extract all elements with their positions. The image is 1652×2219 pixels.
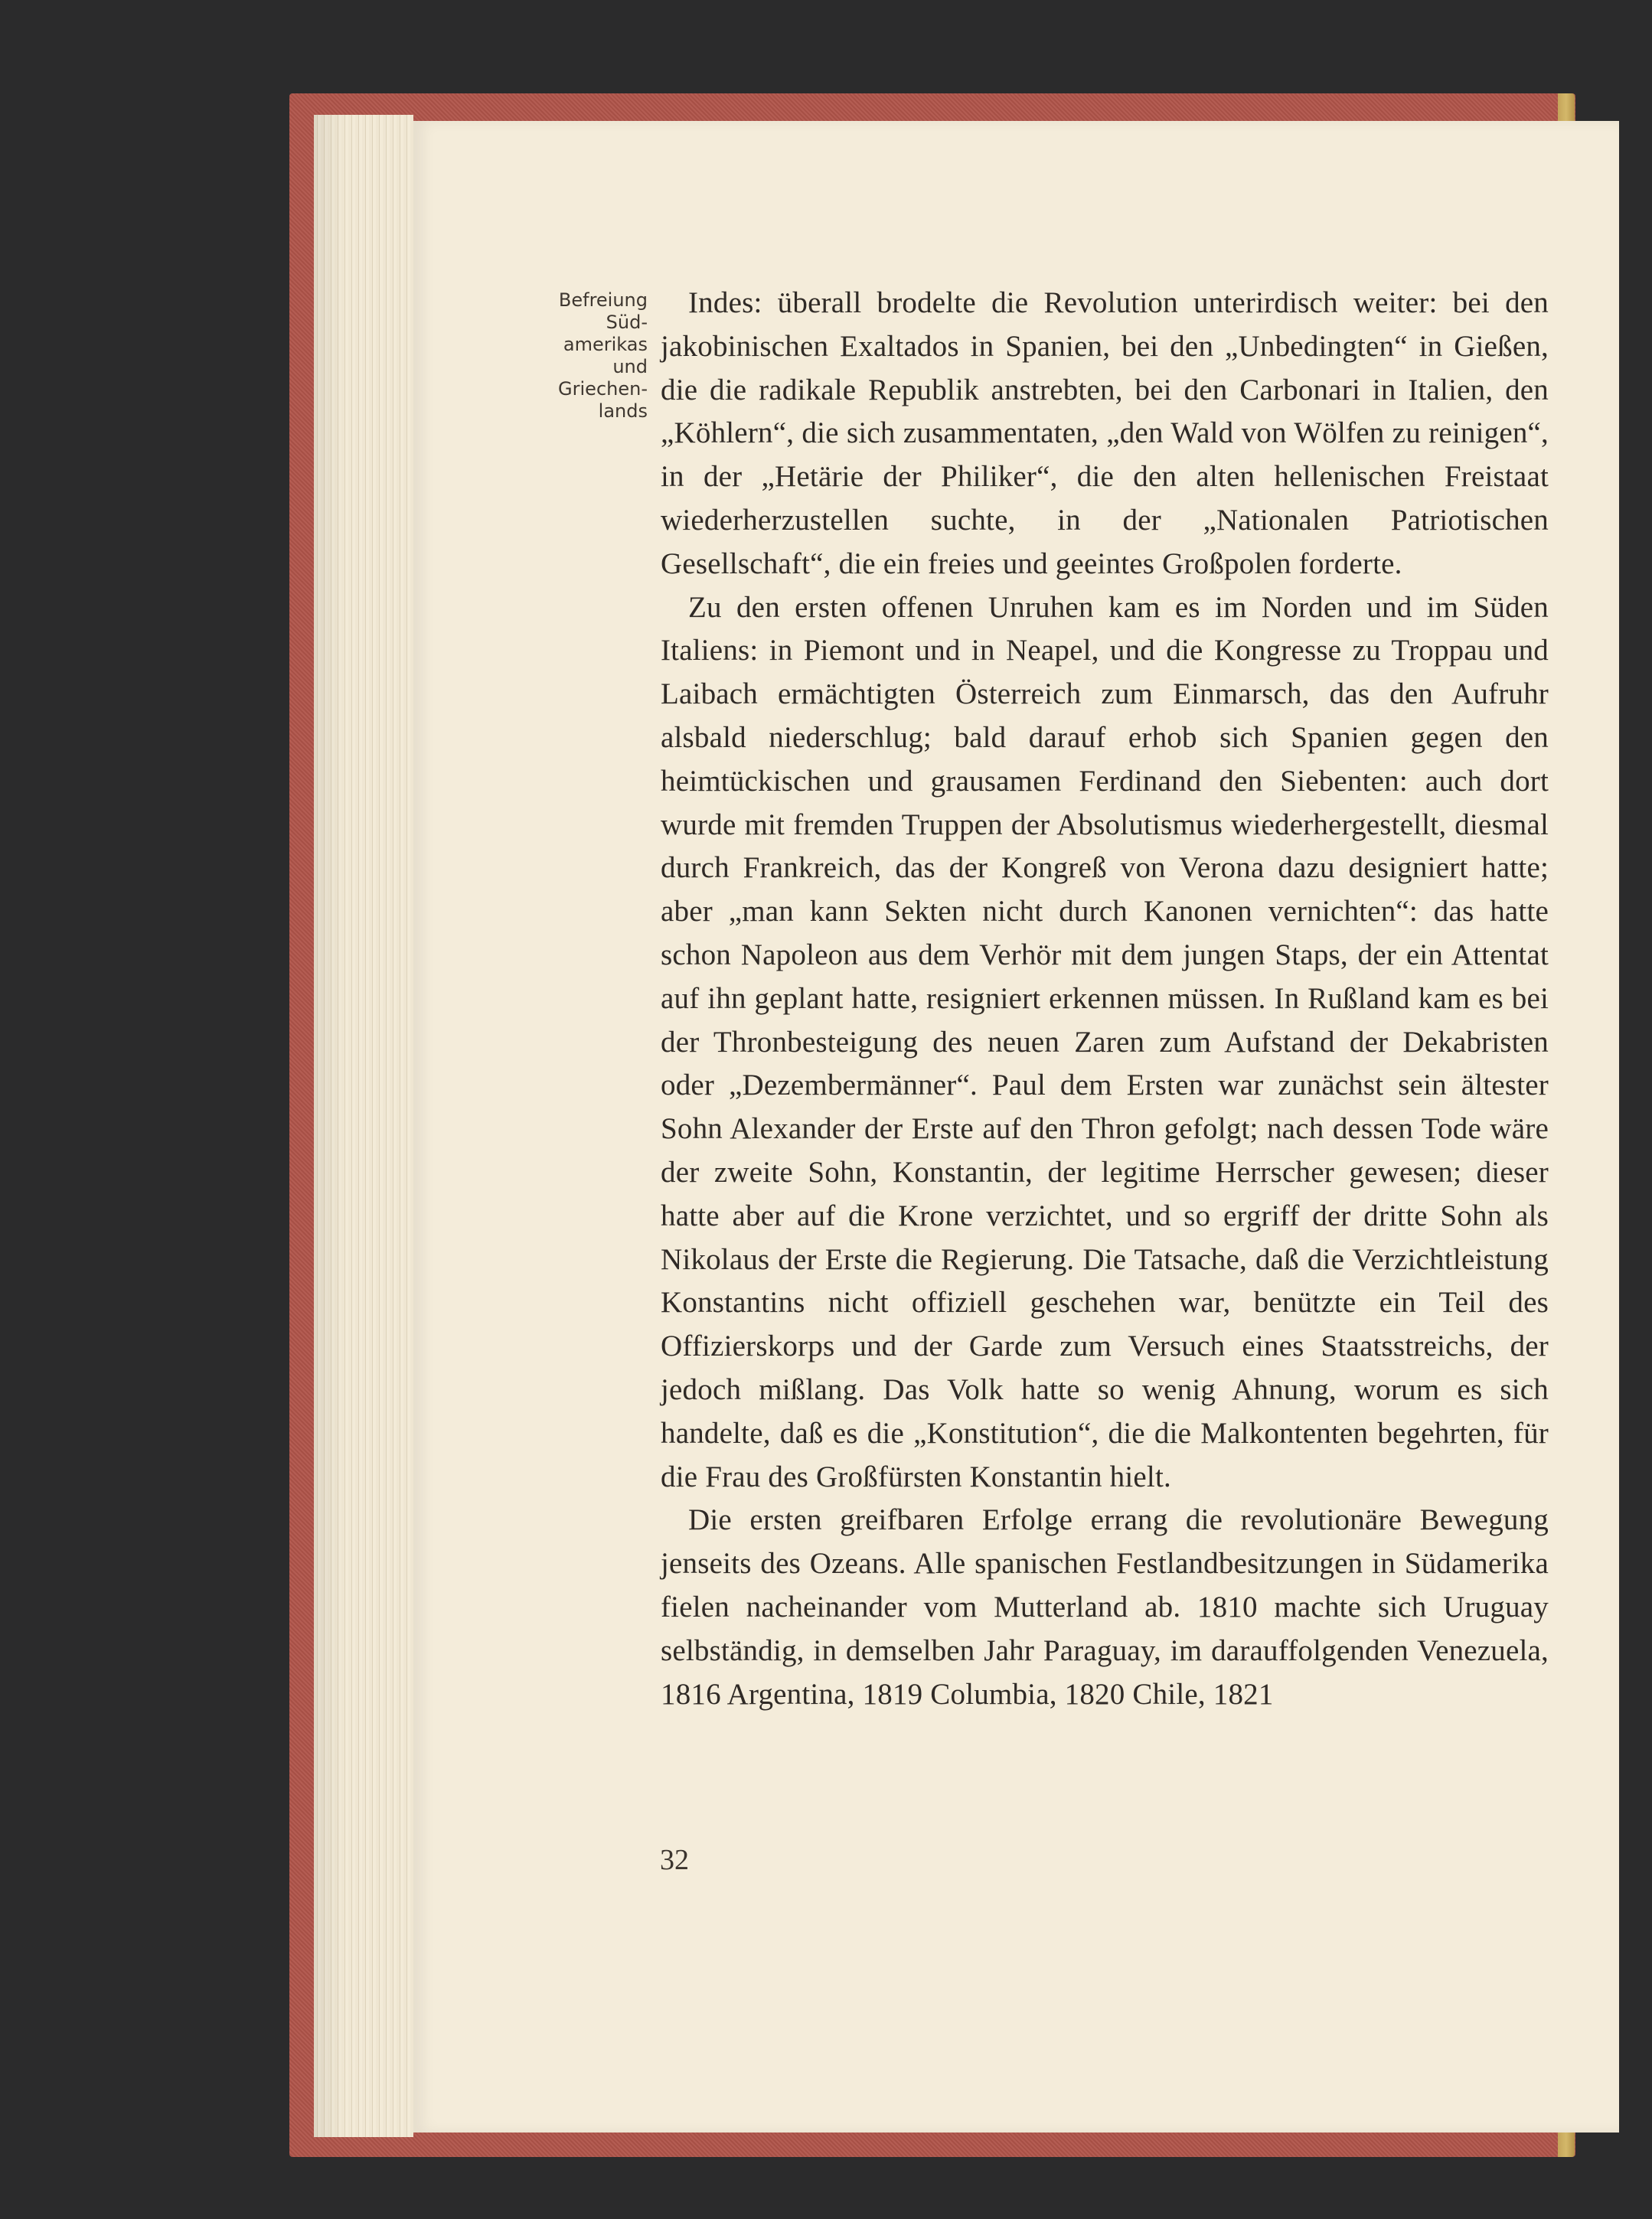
margin-note-line: und xyxy=(612,356,648,377)
margin-note-line: Griechen- xyxy=(558,378,648,400)
paragraph: Indes: überall brodelte die Revolution unterirdisch weiter: bei den jakobinischen Exaltados in Spanien, bei den „Unbedingten“ in Gießen, die die radikale Republik anstrebten, bei den Carbonari in Italien, den „Köhlern“, die sich zusammentaten, „den Wald von Wölfen zu reinigen“, in der „Hetärie der Philiker“, die den alten hellenischen Freistaat wiederherzustellen suchte, in der „Nationalen Patriotischen Gesellschaft“, die ein freies und geeintes Großpolen forderte. xyxy=(661,286,1549,580)
body-text xyxy=(661,282,1549,1716)
margin-note-line: Befreiung xyxy=(558,289,648,311)
page-number: 32 xyxy=(660,1844,689,1876)
margin-note xyxy=(533,289,648,423)
paragraph: Die ersten greifbaren Erfolge errang die revolutionäre Bewegung jenseits des Ozeans. Alle spanischen Festlandbesitzungen in Südamerika fielen nacheinander vom Mutterland ab. 1810 machte sich Uruguay selbständig, in demselben Jahr Paraguay, im darauffolgenden Venezuela, 1816 Argentina, 1819 Columbia, 1820 Chile, 1821 xyxy=(661,1503,1549,1711)
margin-note-line: Süd- xyxy=(606,312,648,333)
margin-note-line: lands xyxy=(598,400,648,422)
paragraph: Zu den ersten offenen Unruhen kam es im Norden und im Süden Italiens: in Piemont und in Neapel, und die Kongresse zu Troppau und Laibach ermächtigten Österreich zum Einmarsch, das den Aufruhr alsbald niederschlug; bald darauf erhob sich Spanien gegen den heimtückischen und grausamen Ferdinand den Siebenten: auch dort wurde mit fremden Truppen der Absolutismus wiederhergestellt, diesmal durch Frankreich, das der Kongreß von Verona dazu designiert hatte; aber „man kann Sekten nicht durch Kanonen vernichten“: das hatte schon Napoleon aus dem Verhör mit dem jungen Staps, der ein Attentat auf ihn geplant hatte, resigniert erkennen müssen. In Rußland kam es bei der Thronbesteigung des neuen Zaren zum Aufstand der Dekabristen oder „Dezembermänner“. Paul dem Ersten war zunächst sein ältester Sohn Alexander der Erste auf den Thron gefolgt; nach dessen Tode wäre der zweite Sohn, Konstantin, der legitime Herrscher gewesen; dieser hatte aber auf die Krone verzichtet, und so ergriff der dritte Sohn als Nikolaus der Erste die Regierung. Die Tatsache, daß die Verzichtleistung Konstantins nicht offiziell geschehen war, benützte ein Teil des Offizierskorps und der Garde zum Versuch eines Staatsstreichs, der jedoch mißlang. Das Volk hatte so wenig Ahnung, worum es sich handelte, daß es die „Konstitution“, die die Malkontenten begehrten, für die Frau des Großfürsten Konstantin hielt. xyxy=(661,590,1549,1493)
page-shadow xyxy=(314,115,344,2137)
margin-note-line: amerikas xyxy=(563,334,648,355)
